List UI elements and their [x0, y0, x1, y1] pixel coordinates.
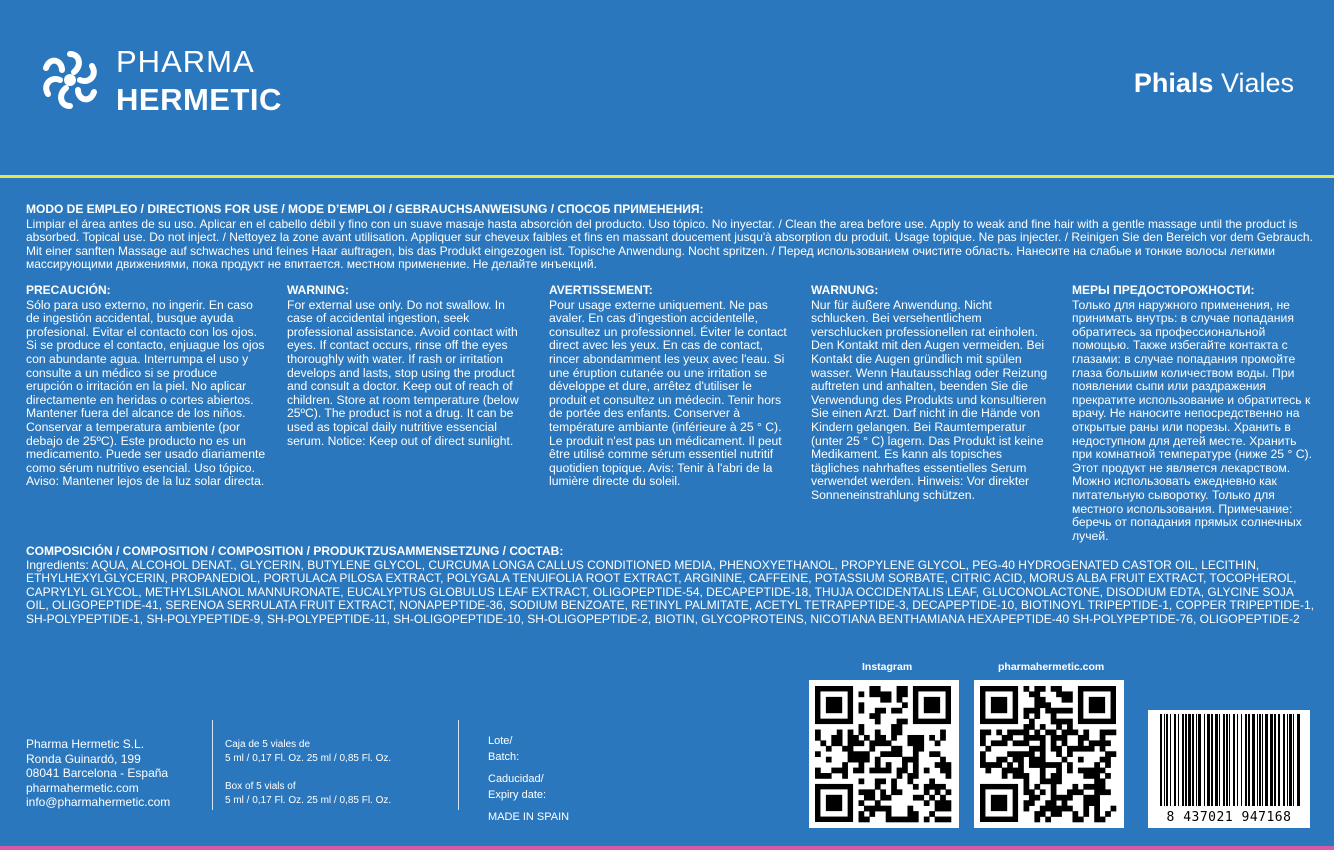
pharma-hermetic-logo-icon — [36, 46, 104, 114]
accent-divider — [0, 175, 1334, 178]
brand-line-2: HERMETIC — [116, 82, 282, 117]
instagram-qr-code[interactable] — [809, 680, 959, 828]
warning-column-en — [287, 284, 525, 448]
company-country: España — [127, 766, 169, 780]
company-city — [26, 766, 170, 781]
ingredients-text: Ingredients: AQUA, ALCOHOL DENAT., GLYCERIN, BUTYLENE GLYCOL, CURCUMA LONGA CALLUS CONDITIONED MEDIA, PHENOXYETHANOL, PROPYLENE GLYCOL, PEG-40 HYDROGENATED CASTOR OIL, LECITHIN, ETHYLHEXYLGLYCERIN, PROPANEDIOL, PORTULACA PILOSA EXTRACT, POLYGALA TENUIFOLIA ROOT EXTRACT, ARGININE, CAFFEINE, POTASSIUM SORBATE, CITRIC ACID, MORUS ALBA FRUIT EXTRACT, TOCOPHEROL, CAPRYLYL GLYCOL, METHYLSILANOL MANNURONATE, EUCALYPTUS GLOBULUS LEAF EXTRACT, OLIGOPEPTIDE-54, DECAPEPTIDE-18, THUJA OCCIDENTALIS LEAF, GLUCONOLACTONE, DISODIUM EDTA, GLYCINE SOJA OIL, OLIGOPEPTIDE-41, SERENOA SERRULATA FRUIT EXTRACT, NONAPEPTIDE-36, SODIUM BENZOATE, RETINYL PALMITATE, ACETYL TETRAPEPTIDE-3, DECAPEPTIDE-10, BIOTINOYL TRIPEPTIDE-1, COPPER TRIPEPTIDE-1, SH-POLYPEPTIDE-1, SH-POLYPEPTIDE-9, SH-POLYPEPTIDE-11, SH-OLIGOPEPTIDE-10, SH-OLIGOPEPTIDE-2, BIOTIN, GLYCOPROTEINS, NICOTIANA BENTHAMIANA HEXAPEPTIDE-40 SH-POLYPEPTIDE-76, OLIGOPEPTIDE-2 — [26, 557, 1315, 626]
warning-column-es — [26, 284, 266, 489]
warning-text: Pour usage externe uniquement. Ne pas avaler. En cas d'ingestion accidentelle, consultez un professionnel. Éviter le contact direct avec les yeux. En cas de contact, rincer abondamment les yeux avec l'eau. Si une éruption cutanée ou une irritation se développe et dure, arrêtez d'utiliser le produit et consultez un médecin. Tenir hors de portée des enfants. Conserver à température ambiante (inférieure à 25 ° C). Le produit n'est pas un médicament. Il peut être utilisé comme sérum essentiel nutritif quotidien topique. Avis: Tenir à l'abri de la lumière directe du soleil. — [549, 297, 787, 489]
package-es-size: 5 ml / 0,17 Fl. Oz. 25 ml / 0,85 Fl. Oz. — [225, 753, 392, 764]
company-email-link[interactable]: info@pharmahermetic.com — [26, 795, 171, 809]
qr-code-icon — [809, 680, 959, 828]
product-barcode — [1148, 710, 1310, 828]
warning-column-ru — [1072, 284, 1312, 543]
company-city-prefix: 08041 Barcelona - — [26, 766, 128, 780]
product-title-bold: Phials — [1133, 68, 1214, 98]
website-qr-label: pharmahermetic.com — [998, 661, 1105, 673]
warning-heading: AVERTISSEMENT: — [549, 283, 653, 297]
company-name: Pharma Hermetic S.L. — [26, 737, 145, 751]
made-in-label: MADE IN SPAIN — [488, 811, 570, 823]
package-en-size: 5 ml / 0,17 Fl. Oz. 25 ml / 0,85 Fl. Oz. — [225, 795, 392, 806]
product-title-light: Viales — [1220, 68, 1294, 98]
barcode-number: 8 437021 947168 — [1166, 810, 1292, 825]
warning-column-de — [811, 284, 1051, 503]
brand-line-1: PHARMA — [116, 44, 255, 79]
directions-section — [26, 203, 1314, 272]
footer-divider — [212, 720, 213, 810]
warning-heading: WARNUNG: — [811, 283, 879, 297]
composition-heading: COMPOSICIÓN / COMPOSITION / COMPOSITION / PRODUKTZUSAMMENSETZUNG / СОСТАВ: — [26, 544, 564, 558]
package-info — [225, 738, 391, 808]
product-title — [1134, 68, 1294, 99]
composition-section — [26, 545, 1316, 626]
expiry-label: Expiry date: — [488, 789, 547, 801]
header — [0, 0, 1334, 175]
company-address — [26, 737, 170, 810]
company-street: Ronda Guinardó, 199 — [26, 751, 141, 766]
package-en-title: Box of 5 vials of — [225, 781, 296, 792]
warning-text: Только для наружного применения, не принимать внутрь: в случае попадания обратитесь за профессиональной помощью. Также избегайте контакта с глазами: в случае попадания промойте глаза большим количеством воды. При появлении сыпи или раздражения прекратите использование и обратитесь к врачу. Не наносите непосредственно на открытые раны или порезы. Хранить в недоступном для детей месте. Хранить при комнатной температуре (ниже 25 ° C). Этот продукт не является лекарством. Можно использовать ежедневно как питательную сыворотку. Только для местного использования. Примечание: беречь от попадания прямых солнечных лучей. — [1072, 297, 1312, 543]
warning-heading: WARNING: — [287, 283, 349, 297]
warning-text: Nur für äußere Anwendung. Nicht schlucken. Bei versehentlichem verschlucken professionellen rat einholen. Den Kontakt mit den Augen vermeiden. Bei Kontakt die Augen gründlich mit spülen wasser. Wenn Hautausschlag oder Reizung auftreten und anhalten, beenden Sie die Verwendung des Produkts und konsultieren Sie einen Arzt. Darf nicht in die Hände von Kindern gelangen. Bei Raumtemperatur (unter 25 ° C) lagern. Das Produkt ist keine Medikament. Es kann als topisches tägliches nahrhaftes essentielles Serum verwendet werden. Hinweis: Vor direkter Sonneneinstrahlung schützen. — [811, 297, 1048, 502]
warning-heading: МЕРЫ ПРЕДОСТОРОЖНОСТИ: — [1072, 283, 1255, 297]
warning-text: For external use only. Do not swallow. In case of accidental ingestion, seek professional assistance. Avoid contact with eyes. If contact occurs, rinse off the eyes thoroughly with water. If rash or irritation develops and lasts, stop using the product and consult a doctor. Keep out of reach of children. Store at room temperature (below 25ºC). The product is not a drug. It can be used as topical daily nutritive essencial serum. Notice: Keep out of direct sunlight. — [287, 297, 519, 448]
lot-label: Lote/ — [488, 735, 513, 747]
warning-column-fr — [549, 284, 787, 489]
bottom-color-strip — [0, 846, 1334, 850]
warning-heading: PRECAUCIÓN: — [26, 283, 111, 297]
warning-text: Sólo para uso externo, no ingerir. En caso de ingestión accidental, busque ayuda profesional. Evitar el contacto con los ojos. Si se produce el contacto, enjuague los ojos con abundante agua. Interrumpa el uso y consulte a un médico si se produce erupción o irritación en la piel. No aplicar directamente en heridas o cortes abiertos. Mantener fuera del alcance de los niños. Conservar a temperatura ambiente (por debajo de 25ºC). Este producto no es un medicamento. Puede ser usado diariamente como sérum nutritivo esencial. Uso tópico. Aviso: Mantener lejos de la luz solar directa. — [26, 297, 266, 489]
package-es-title: Caja de 5 viales de — [225, 739, 311, 750]
footer-divider — [458, 720, 459, 810]
caducidad-label: Caducidad/ — [488, 773, 544, 785]
directions-text: Limpiar el área antes de su uso. Aplicar en el cabello débil y fino con un suave masaje hasta absorción del producto. Uso tópico. No inyectar. / Clean the area before use. Apply to weak and fine hair with a gentle massage until the product is absorbed. Topical use. Do not inject. / Nettoyez la zone avant utilisation. Appliquer sur cheveux faibles et fins en massant doucement jusqu'à absorption du produit. Usage topique. Ne pas injecter. / Reinigen Sie den Bereich vor dem Gebrauch. Mit einer sanften Massage auf schwaches und feines Haar auftragen, bis das Produkt eingezogen ist. Topische Anwendung. Nocht spritzen. / Перед использованием очистите область. Нанесите на слабые и тонкие волосы легкими массирующими движениями, пока продукт не впитается. местном применение. Не делайте инъекций. — [26, 216, 1313, 271]
company-web-link[interactable]: pharmahermetic.com — [26, 780, 139, 795]
qr-code-icon — [974, 680, 1124, 828]
website-qr-code[interactable] — [974, 680, 1124, 828]
directions-heading: MODO DE EMPLEO / DIRECTIONS FOR USE / MODE D’EMPLOI / GEBRAUCHSANWEISUNG / СПОСОБ ПРИМЕНЕНИЯ: — [26, 202, 704, 216]
batch-label: Batch: — [488, 751, 520, 763]
lot-info — [488, 733, 569, 825]
instagram-qr-label: Instagram — [862, 661, 913, 673]
